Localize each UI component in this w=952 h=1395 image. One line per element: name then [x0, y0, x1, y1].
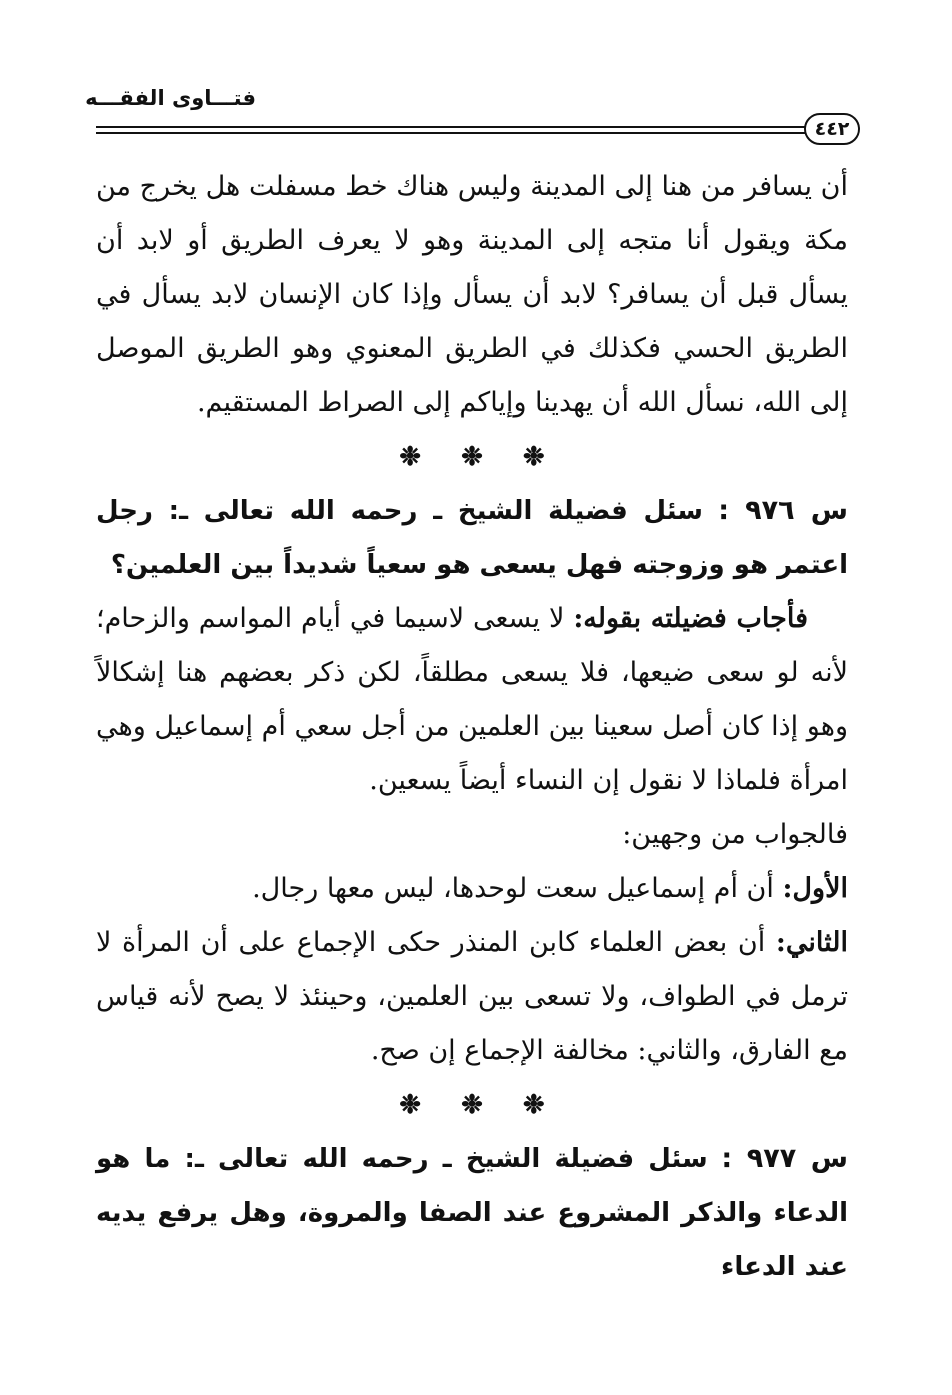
star-ornament-icon: ❉	[522, 442, 545, 472]
first-aspect-text: أن أم إسماعيل سعت لوحدها، ليس معها رجال.	[252, 873, 774, 904]
first-aspect	[96, 862, 848, 916]
question-977	[96, 1132, 848, 1294]
page-content	[96, 160, 848, 1294]
answer-976	[96, 592, 848, 808]
star-ornament-icon: ❉	[461, 442, 483, 472]
star-ornament-icon: ❉	[461, 1090, 483, 1120]
question-976	[96, 484, 848, 592]
answer-intro-text: فالجواب من وجهين:	[622, 819, 848, 850]
second-aspect	[96, 916, 848, 1078]
question-number: س ٩٧٦ :	[718, 495, 848, 526]
section-separator	[96, 430, 848, 484]
intro-text: أن يسافر من هنا إلى المدينة وليس هناك خط مسفلت هل يخرج من مكة ويقول أنا متجه إلى المدينة وهو لا يعرف الطريق أو لابد أن يسأل قبل أن يسافر؟ لابد أن يسأل وإذا كان الإنسان لابد يسأل في الطريق الحسي فكذلك في الطريق المعنوي وهو الطريق الموصل إلى الله، نسأل الله أن يهدينا وإياكم إلى الصراط المستقيم.	[96, 171, 848, 418]
question-text: سئل فضيلة الشيخ ـ رحمه الله تعالى ـ: رجل اعتمر هو وزوجته فهل يسعى هو سعياً شديداً بين العلمين؟	[96, 496, 848, 580]
star-ornament-icon: ❉	[399, 442, 422, 472]
answer-text: لا يسعى لاسيما في أيام المواسم والزحام؛ لأنه لو سعى ضيعها، فلا يسعى مطلقاً، لكن ذكر بعضهم هنا إشكالاً وهو إذا كان أصل سعينا بين العلمين من أجل سعي أم إسماعيل وهي امرأة فلماذا لا نقول إن النساء أيضاً يسعين.	[96, 603, 848, 796]
intro-paragraph	[96, 160, 848, 430]
second-aspect-label: الثاني:	[775, 927, 848, 958]
question-text: سئل فضيلة الشيخ ـ رحمه الله تعالى ـ: ما هو الدعاء والذكر المشروع عند الصفا والمروة، وهل يرفع يديه عند الدعاء	[96, 1144, 848, 1282]
running-title: فتـــاوى الفقـــه	[85, 86, 256, 110]
first-aspect-label: الأول:	[782, 873, 848, 904]
question-number: س ٩٧٧ :	[721, 1143, 848, 1174]
page-number: ٤٤٢	[804, 113, 860, 145]
star-ornament-icon: ❉	[522, 1090, 545, 1120]
answer-intro	[96, 808, 848, 862]
answer-label: فأجاب فضيلته بقوله:	[573, 603, 808, 634]
header-rule	[96, 126, 808, 134]
star-ornament-icon: ❉	[399, 1090, 422, 1120]
section-separator	[96, 1078, 848, 1132]
second-aspect-text: أن بعض العلماء كابن المنذر حكى الإجماع على أن المرأة لا ترمل في الطواف، ولا تسعى بين العلمين، وحينئذ لا يصح لأنه قياس مع الفارق، والثاني: مخالفة الإجماع إن صح.	[96, 927, 848, 1066]
